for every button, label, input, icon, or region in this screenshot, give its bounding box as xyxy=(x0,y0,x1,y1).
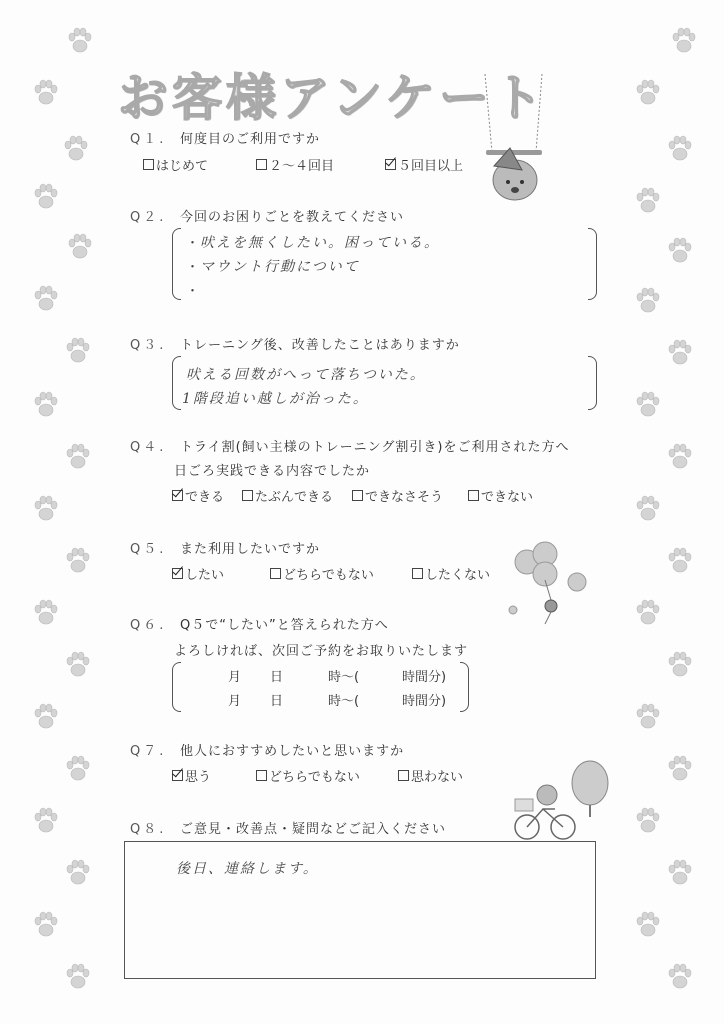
q2-answer-1: 吠えを無くしたい。困っている。 xyxy=(200,235,440,251)
q2-bracket-left xyxy=(172,228,181,300)
q6-day-1: 日 xyxy=(270,670,284,685)
q3-answer-2: 1階段追い越しが治った。 xyxy=(182,391,369,407)
q6-subquestion: よろしければ、次回ご予約をお取りいたします xyxy=(174,644,469,659)
q6-bracket-right xyxy=(460,662,469,712)
swinging-dog-illustration xyxy=(470,70,560,220)
q4-option-3[interactable]: できなさそう xyxy=(352,486,443,505)
q6-month-2: 月 xyxy=(228,694,242,709)
q3-bracket-left xyxy=(172,356,181,410)
bullet: ・ xyxy=(186,284,200,299)
checkbox-checked[interactable] xyxy=(172,490,183,501)
checkbox-unchecked[interactable] xyxy=(352,490,363,501)
bullet: ・ xyxy=(186,236,200,251)
q5-option-3[interactable]: したくない xyxy=(412,564,490,583)
q6-time-2: 時～( xyxy=(328,694,360,709)
q4-option-2[interactable]: たぶんできる xyxy=(242,486,333,505)
bullet: ・ xyxy=(186,260,200,275)
q5-option-1[interactable]: したい xyxy=(172,564,224,583)
q4-option-4[interactable]: できない xyxy=(468,486,533,505)
q7-option-1[interactable]: 思う xyxy=(172,766,211,785)
q6-month-1: 月 xyxy=(228,670,242,685)
checkbox-checked[interactable] xyxy=(385,159,396,170)
q8-question: Q８. ご意見・改善点・疑問などご記入ください xyxy=(130,822,447,837)
q7-option-2[interactable]: どちらでもない xyxy=(256,766,360,785)
checkbox-unchecked[interactable] xyxy=(270,568,281,579)
checkbox-unchecked[interactable] xyxy=(398,770,409,781)
q7-option-3[interactable]: 思わない xyxy=(398,766,463,785)
q3-question: Q３. トレーニング後、改善したことはありますか xyxy=(130,338,460,353)
q6-duration-1: 時間分) xyxy=(402,670,447,685)
q6-day-2: 日 xyxy=(270,694,284,709)
q6-time-1: 時～( xyxy=(328,670,360,685)
page-title: お客様アンケート xyxy=(118,69,547,127)
bicycle-dog-illustration xyxy=(505,755,615,845)
checkbox-unchecked[interactable] xyxy=(468,490,479,501)
checkbox-unchecked[interactable] xyxy=(242,490,253,501)
checkbox-unchecked[interactable] xyxy=(143,159,154,170)
q1-option-3[interactable]: ５回目以上 xyxy=(385,155,463,174)
checkbox-checked[interactable] xyxy=(172,568,183,579)
q3-bracket-right xyxy=(588,356,597,410)
q1-option-1[interactable]: はじめて xyxy=(143,155,208,174)
q4-option-1[interactable]: できる xyxy=(172,486,224,505)
q8-answer: 後日、連絡します。 xyxy=(176,861,319,877)
q6-question: Q６. Q５で“したい”と答えられた方へ xyxy=(130,618,389,633)
q4-question: Q４. トライ割(飼い主様のトレーニング割引き)をご利用された方へ xyxy=(130,440,570,455)
q7-question: Q７. 他人におすすめしたいと思いますか xyxy=(130,744,405,759)
q2-bracket-right xyxy=(588,228,597,300)
checkbox-unchecked[interactable] xyxy=(256,159,267,170)
q6-duration-2: 時間分) xyxy=(402,694,447,709)
q6-bracket-left xyxy=(172,662,181,712)
q5-question: Q５. また利用したいですか xyxy=(130,542,321,557)
q5-option-2[interactable]: どちらでもない xyxy=(270,564,374,583)
checkbox-unchecked[interactable] xyxy=(256,770,267,781)
q2-answer-2: マウント行動について xyxy=(200,259,360,275)
q1-question: Q１. 何度目のご利用ですか xyxy=(130,132,321,147)
q2-question: Q２. 今回のお困りごとを教えてください xyxy=(130,210,405,225)
q1-option-2[interactable]: ２～４回目 xyxy=(256,155,334,174)
checkbox-checked[interactable] xyxy=(172,770,183,781)
q4-subquestion: 日ごろ実践できる内容でしたか xyxy=(174,464,371,479)
clover-balloon-illustration xyxy=(505,540,600,630)
q3-answer-1: 吠える回数がへって落ちついた。 xyxy=(186,367,426,383)
checkbox-unchecked[interactable] xyxy=(412,568,423,579)
